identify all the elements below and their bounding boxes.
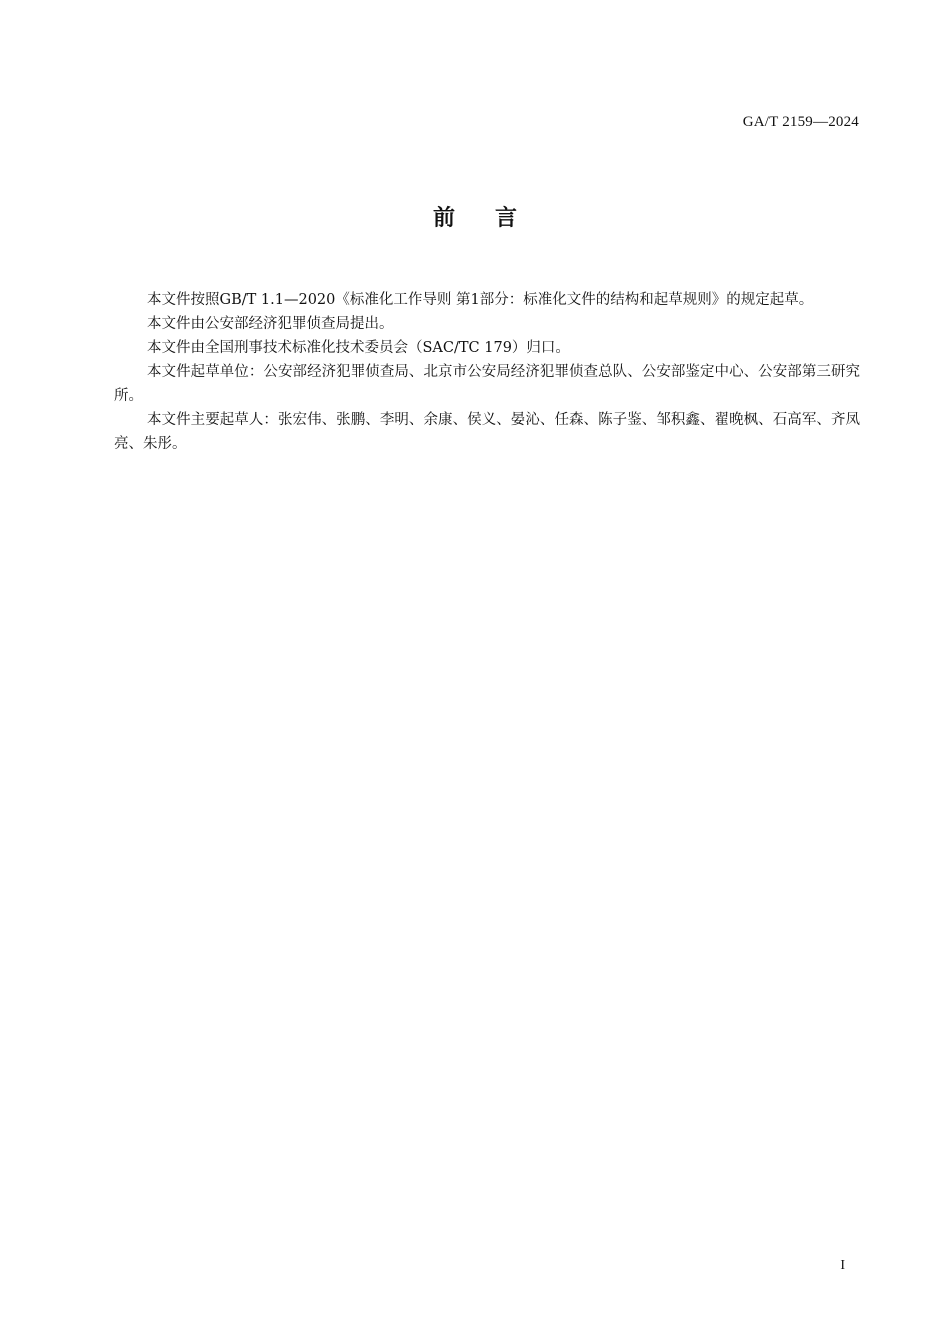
page-title: 前言 [432, 206, 557, 231]
document-number: GA/T 2159—2024 [742, 114, 859, 130]
paragraph-drafting-units: 本文件起草单位：公安部经济犯罪侦查局、北京市公安局经济犯罪侦查总队、公安部鉴定中心、公安部第三研究所。 [114, 364, 860, 404]
preface-body [114, 288, 860, 456]
paragraph-administrator: 本文件由全国刑事技术标准化技术委员会（SAC/TC 179）归口。 [147, 340, 570, 356]
page-number: I [840, 1258, 845, 1273]
paragraph-proposer: 本文件由公安部经济犯罪侦查局提出。 [147, 316, 394, 332]
paragraph-drafting-basis: 本文件按照GB/T 1.1—2020《标准化工作导则 第1部分：标准化文件的结构和起草规则》的规定起草。 [147, 292, 814, 308]
paragraph-drafters: 本文件主要起草人：张宏伟、张鹏、李明、余康、侯义、晏沁、任森、陈子鉴、邹积鑫、翟晚枫、石高军、齐凤亮、朱彤。 [114, 412, 860, 452]
